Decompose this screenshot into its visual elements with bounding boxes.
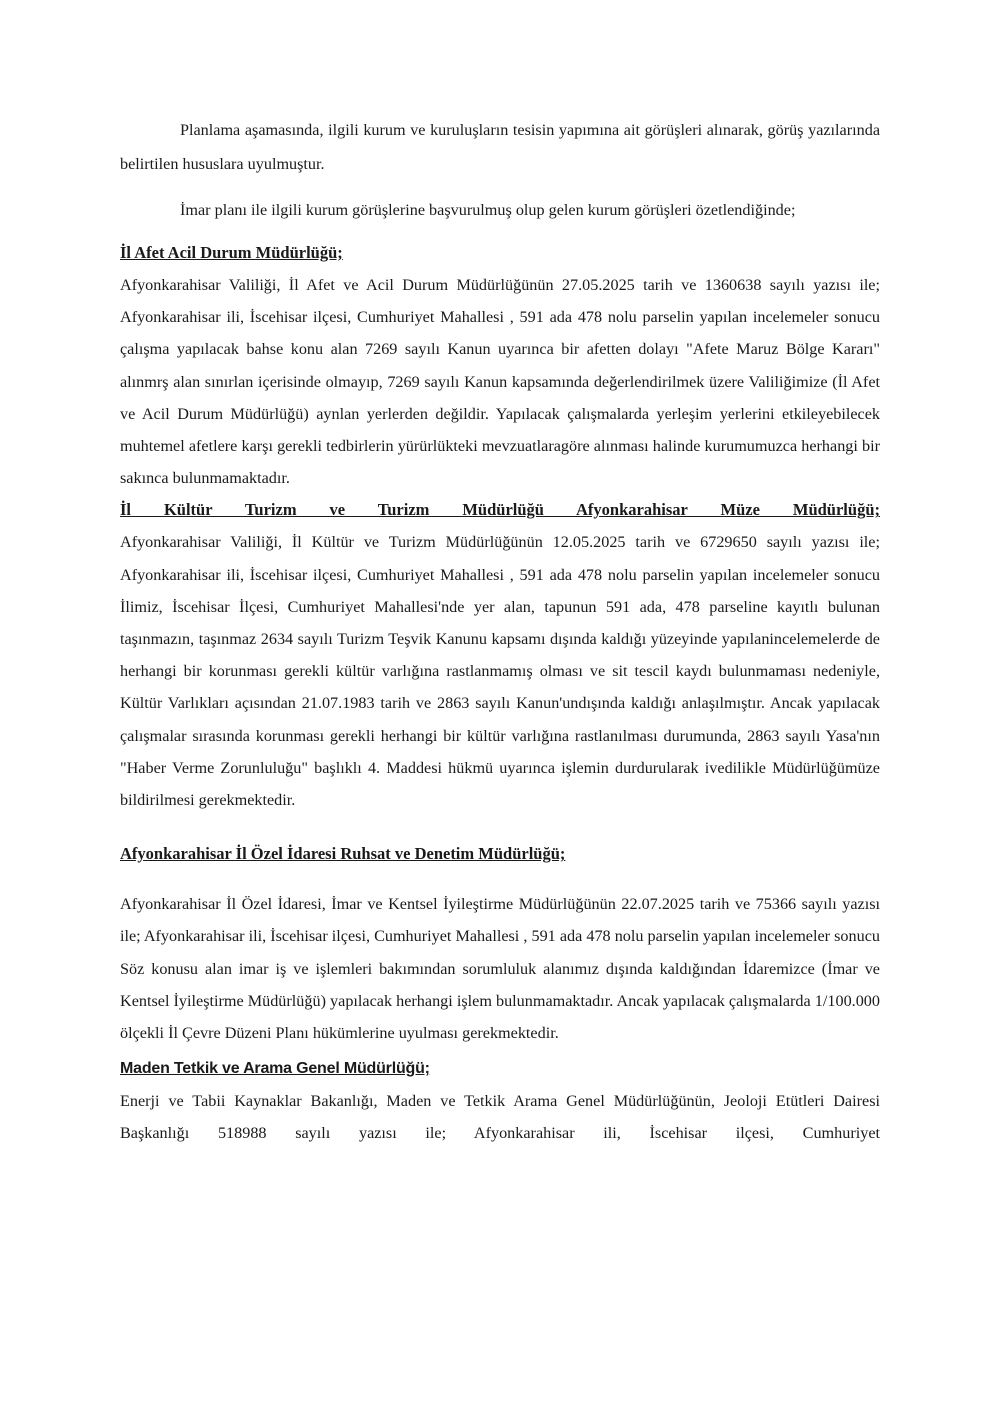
section-heading-culture-tourism-directorate: İl Kültür Turizm ve Turizm Müdürlüğü Afyonkarahisar Müze Müdürlüğü;: [120, 500, 880, 520]
intro-paragraph-summary: İmar planı ile ilgili kurum görüşlerine başvurulmuş olup gelen kurum görüşleri özetlendiğinde;: [180, 201, 796, 219]
intro-paragraph-planning: Planlama aşamasında, ilgili kurum ve kuruluşların tesisin yapımına ait görüşleri alınarak, görüş yazılarında belirtilen hususlara uyulmuştur.: [120, 121, 880, 173]
document-page: [120, 113, 880, 1150]
section-body-culture-tourism-directorate: Afyonkarahisar Valiliği, İl Kültür ve Turizm Müdürlüğünün 12.05.2025 tarih ve 6729650 sayılı yazısı ile; Afyonkarahisar ili, İscehisar ilçesi, Cumhuriyet Mahallesi , 591 ada 478 nolu parselin yapılan incelemeler sonucu İlimiz, İscehisar İlçesi, Cumhuriyet Mahallesi'nde yer alan, tapunun 591 ada, 478 parseline kayıtlı bulunan taşınmazın, taşınmaz 2634 sayılı Turizm Teşvik Kanunu kapsamı dışında kaldığı yüzeyinde yapılanincelemelerde de herhangi bir korunması gerekli kültür varlığına rastlanmamış olması ve sit tescil kaydı bulunmaması nedeniyle, Kültür Varlıkları açısından 21.07.1983 tarih ve 2863 sayılı Kanun'undışında kaldığı anlaşılmıştır. Ancak yapılacak çalışmalar sırasında korunması gerekli herhangi bir kültür varlığına rastlanılması durumunda, 2863 sayılı Yasa'nın "Haber Verme Zorunluluğu" başlıklı 4. Maddesi hükmü uyarınca işlemin durdurularak ivedilikle Müdürlüğümüze bildirilmesi gerekmektedir.: [120, 533, 880, 810]
section-body-disaster-directorate: Afyonkarahisar Valiliği, İl Afet ve Acil Durum Müdürlüğünün 27.05.2025 tarih ve 1360638 sayılı yazısı ile; Afyonkarahisar ili, İscehisar ilçesi, Cumhuriyet Mahallesi , 591 ada 478 nolu parselin yapılan incelemeler sonucu çalışma yapılacak bahse konu alan 7269 sayılı Kanun uyarınca bir afetten dolayı "Afete Maruz Bölge Kararı" alınmrş alan sınırlan içerisinde olmayıp, 7269 sayılı Kanun kapsamında değerlendirilmek üzere Valiliğimize (İl Afet ve Acil Durum Müdürlüğü) aynlan yerlerden değildir. Yapılacak çalışmalarda yerleşim yerlerini etkileyebilecek muhtemel afetlere karşı gerekli tedbirlerin yürürlükteki mevzuatlaragöre alınması halinde kurumumuzca herhangi bir sakınca bulunmamaktadır.: [120, 276, 880, 488]
section-heading-special-administration: Afyonkarahisar İl Özel İdaresi Ruhsat ve Denetim Müdürlüğü;: [120, 844, 566, 864]
section-heading-mineral-research: Maden Tetkik ve Arama Genel Müdürlüğü;: [120, 1060, 430, 1078]
section-heading-disaster-directorate: İl Afet Acil Durum Müdürlüğü;: [120, 243, 343, 262]
section-body-special-administration: Afyonkarahisar İl Özel İdaresi, İmar ve Kentsel İyileştirme Müdürlüğünün 22.07.2025 tarih ve 75366 sayılı yazısı ile; Afyonkarahisar ili, İscehisar ilçesi, Cumhuriyet Mahallesi , 591 ada 478 nolu parselin yapılan incelemeler sonucu Söz konusu alan imar iş ve işlemleri bakımından sorumluluk alanımız dışında kaldığından İdaremizce (İmar ve Kentsel İyileştirme Müdürlüğü) yapılacak herhangi işlem bulunmamaktadır. Ancak yapılacak çalışmalarda 1/100.000 ölçekli İl Çevre Düzeni Planı hükümlerine uyulması gerekmektedir.: [120, 895, 880, 1043]
section-body-mineral-research: Enerji ve Tabii Kaynaklar Bakanlığı, Maden ve Tetkik Arama Genel Müdürlüğünün, Jeoloji Etütleri Dairesi Başkanlığı 518988 sayılı yazısı ile; Afyonkarahisar ili, İscehisar ilçesi, Cumhuriyet: [120, 1092, 880, 1143]
